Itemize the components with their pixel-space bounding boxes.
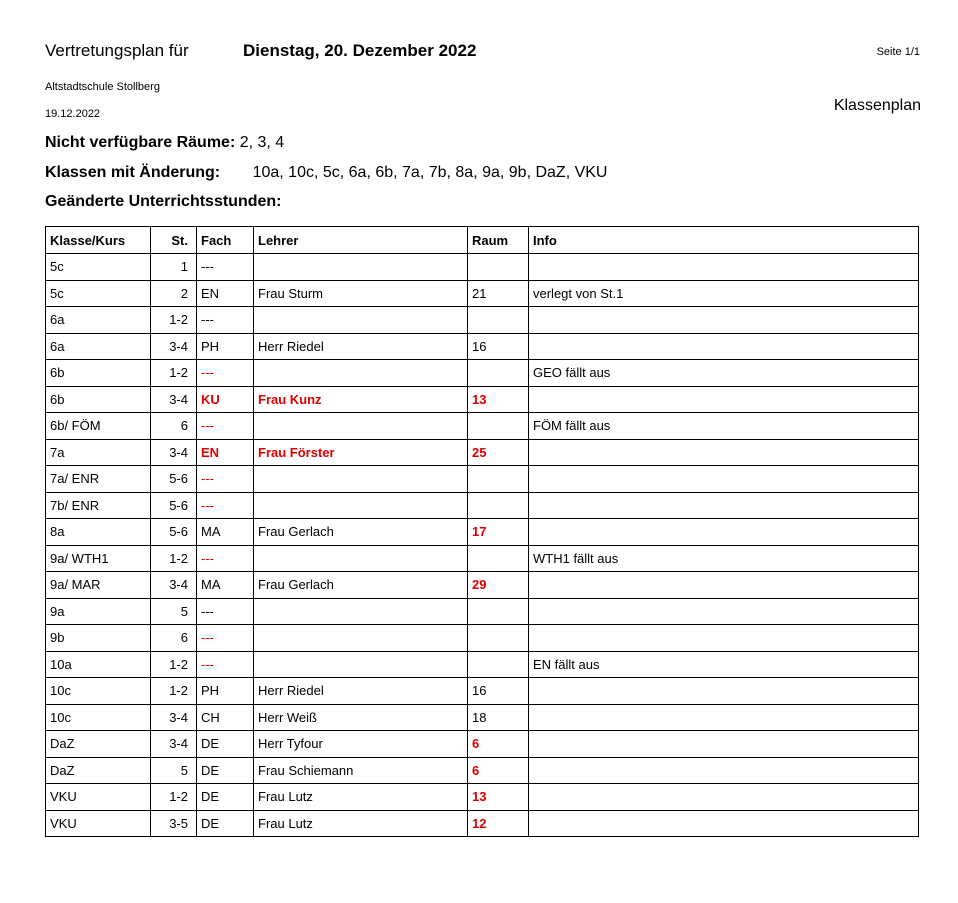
table-row <box>46 572 919 599</box>
cell-raum: 13 <box>468 784 529 811</box>
cell-lehrer: Frau Lutz <box>254 810 468 837</box>
cell-raum <box>468 651 529 678</box>
cell-stunde: 3-4 <box>151 439 197 466</box>
cell-fach: --- <box>197 360 254 387</box>
table-row <box>46 519 919 546</box>
cell-stunde: 1 <box>151 254 197 281</box>
cell-klasse: 9a/ WTH1 <box>46 545 151 572</box>
cell-fach: CH <box>197 704 254 731</box>
cell-raum: 17 <box>468 519 529 546</box>
table-row <box>46 333 919 360</box>
cell-lehrer <box>254 651 468 678</box>
cell-info <box>529 519 919 546</box>
table-row <box>46 466 919 493</box>
cell-klasse: 7a <box>46 439 151 466</box>
col-header-klasse: Klasse/Kurs <box>46 227 151 254</box>
cell-raum: 29 <box>468 572 529 599</box>
cell-lehrer: Frau Lutz <box>254 784 468 811</box>
title-prefix: Vertretungsplan für <box>45 41 189 60</box>
cell-lehrer: Frau Schiemann <box>254 757 468 784</box>
cell-lehrer: Frau Sturm <box>254 280 468 307</box>
cell-raum: 6 <box>468 757 529 784</box>
cell-fach: PH <box>197 678 254 705</box>
table-row <box>46 704 919 731</box>
cell-stunde: 6 <box>151 625 197 652</box>
cell-lehrer <box>254 545 468 572</box>
cell-raum <box>468 598 529 625</box>
cell-raum <box>468 413 529 440</box>
cell-info: verlegt von St.1 <box>529 280 919 307</box>
col-header-lehrer: Lehrer <box>254 227 468 254</box>
cell-stunde: 3-4 <box>151 704 197 731</box>
col-header-raum: Raum <box>468 227 529 254</box>
unavailable-rooms-label: Nicht verfügbare Räume: <box>45 134 236 151</box>
cell-klasse: 8a <box>46 519 151 546</box>
cell-stunde: 5-6 <box>151 519 197 546</box>
table-header-row <box>46 227 919 254</box>
cell-klasse: 10c <box>46 678 151 705</box>
created-date: 19.12.2022 <box>45 108 101 120</box>
col-header-fach: Fach <box>197 227 254 254</box>
cell-lehrer: Herr Riedel <box>254 678 468 705</box>
cell-lehrer <box>254 254 468 281</box>
table-row <box>46 625 919 652</box>
cell-fach: EN <box>197 280 254 307</box>
plan-date: Dienstag, 20. Dezember 2022 <box>243 41 477 60</box>
cell-fach: --- <box>197 492 254 519</box>
school-name: Altstadtschule Stollberg <box>45 81 160 93</box>
cell-fach: DE <box>197 731 254 758</box>
cell-info <box>529 572 919 599</box>
cell-stunde: 1-2 <box>151 678 197 705</box>
cell-fach: --- <box>197 651 254 678</box>
cell-stunde: 1-2 <box>151 307 197 334</box>
table-row <box>46 439 919 466</box>
cell-fach: --- <box>197 413 254 440</box>
cell-info <box>529 466 919 493</box>
cell-raum <box>468 625 529 652</box>
cell-raum: 18 <box>468 704 529 731</box>
table-row <box>46 731 919 758</box>
cell-lehrer: Herr Riedel <box>254 333 468 360</box>
cell-info <box>529 254 919 281</box>
cell-lehrer <box>254 360 468 387</box>
page-number: Seite 1/1 <box>876 46 920 58</box>
table-row <box>46 757 919 784</box>
cell-info <box>529 757 919 784</box>
cell-info <box>529 333 919 360</box>
cell-klasse: 7b/ ENR <box>46 492 151 519</box>
cell-raum <box>468 466 529 493</box>
cell-stunde: 5-6 <box>151 466 197 493</box>
cell-info <box>529 386 919 413</box>
cell-stunde: 1-2 <box>151 545 197 572</box>
table-row <box>46 386 919 413</box>
cell-raum: 6 <box>468 731 529 758</box>
cell-lehrer <box>254 466 468 493</box>
unavailable-rooms-value: 2, 3, 4 <box>239 134 285 151</box>
table-row <box>46 678 919 705</box>
cell-lehrer: Frau Gerlach <box>254 519 468 546</box>
cell-raum <box>468 360 529 387</box>
table-row <box>46 307 919 334</box>
cell-lehrer <box>254 598 468 625</box>
cell-klasse: 10c <box>46 704 151 731</box>
cell-info: EN fällt aus <box>529 651 919 678</box>
cell-fach: DE <box>197 757 254 784</box>
cell-stunde: 1-2 <box>151 360 197 387</box>
cell-klasse: 6b/ FÖM <box>46 413 151 440</box>
cell-raum: 13 <box>468 386 529 413</box>
cell-klasse: 9b <box>46 625 151 652</box>
table-row <box>46 413 919 440</box>
changed-classes-value: 10a, 10c, 5c, 6a, 6b, 7a, 7b, 8a, 9a, 9b, DaZ, VKU <box>252 164 608 181</box>
cell-stunde: 5 <box>151 757 197 784</box>
changed-lessons-heading: Geänderte Unterrichtsstunden: <box>45 193 282 210</box>
cell-fach: --- <box>197 307 254 334</box>
cell-klasse: 6a <box>46 307 151 334</box>
cell-fach: KU <box>197 386 254 413</box>
cell-klasse: 9a <box>46 598 151 625</box>
cell-klasse: 6b <box>46 360 151 387</box>
unavailable-rooms <box>45 134 284 152</box>
table-row <box>46 651 919 678</box>
cell-stunde: 3-4 <box>151 386 197 413</box>
cell-fach: DE <box>197 784 254 811</box>
cell-stunde: 2 <box>151 280 197 307</box>
cell-stunde: 5-6 <box>151 492 197 519</box>
cell-raum <box>468 545 529 572</box>
cell-lehrer <box>254 307 468 334</box>
cell-klasse: VKU <box>46 810 151 837</box>
cell-info <box>529 598 919 625</box>
cell-raum <box>468 307 529 334</box>
cell-fach: --- <box>197 254 254 281</box>
cell-stunde: 1-2 <box>151 784 197 811</box>
cell-stunde: 3-5 <box>151 810 197 837</box>
cell-fach: EN <box>197 439 254 466</box>
cell-stunde: 5 <box>151 598 197 625</box>
cell-lehrer: Herr Tyfour <box>254 731 468 758</box>
cell-raum <box>468 492 529 519</box>
cell-fach: --- <box>197 545 254 572</box>
cell-fach: --- <box>197 466 254 493</box>
cell-info <box>529 784 919 811</box>
cell-stunde: 1-2 <box>151 651 197 678</box>
cell-info <box>529 810 919 837</box>
cell-raum: 16 <box>468 678 529 705</box>
table-row <box>46 492 919 519</box>
cell-raum <box>468 254 529 281</box>
cell-raum: 25 <box>468 439 529 466</box>
cell-lehrer: Frau Förster <box>254 439 468 466</box>
cell-stunde: 3-4 <box>151 333 197 360</box>
cell-klasse: 7a/ ENR <box>46 466 151 493</box>
cell-lehrer <box>254 625 468 652</box>
cell-raum: 21 <box>468 280 529 307</box>
cell-klasse: VKU <box>46 784 151 811</box>
cell-info <box>529 625 919 652</box>
substitution-table <box>45 226 919 837</box>
cell-lehrer: Frau Gerlach <box>254 572 468 599</box>
cell-lehrer <box>254 492 468 519</box>
cell-info <box>529 307 919 334</box>
cell-lehrer <box>254 413 468 440</box>
cell-fach: --- <box>197 598 254 625</box>
cell-info: FÖM fällt aus <box>529 413 919 440</box>
cell-klasse: 9a/ MAR <box>46 572 151 599</box>
table-row <box>46 280 919 307</box>
cell-info <box>529 704 919 731</box>
col-header-info: Info <box>529 227 919 254</box>
cell-klasse: DaZ <box>46 757 151 784</box>
cell-klasse: 10a <box>46 651 151 678</box>
cell-klasse: 6b <box>46 386 151 413</box>
cell-klasse: 6a <box>46 333 151 360</box>
cell-fach: DE <box>197 810 254 837</box>
cell-fach: PH <box>197 333 254 360</box>
table-row <box>46 810 919 837</box>
cell-fach: MA <box>197 519 254 546</box>
cell-raum: 12 <box>468 810 529 837</box>
cell-klasse: 5c <box>46 254 151 281</box>
table-row <box>46 254 919 281</box>
cell-raum: 16 <box>468 333 529 360</box>
changed-classes <box>45 164 607 182</box>
cell-lehrer: Herr Weiß <box>254 704 468 731</box>
changed-classes-label: Klassen mit Änderung: <box>45 164 221 181</box>
cell-fach: MA <box>197 572 254 599</box>
cell-lehrer: Frau Kunz <box>254 386 468 413</box>
plan-type: Klassenplan <box>833 97 921 114</box>
cell-info: GEO fällt aus <box>529 360 919 387</box>
cell-fach: --- <box>197 625 254 652</box>
cell-info: WTH1 fällt aus <box>529 545 919 572</box>
cell-info <box>529 439 919 466</box>
col-header-stunde: St. <box>151 227 197 254</box>
cell-klasse: DaZ <box>46 731 151 758</box>
cell-info <box>529 492 919 519</box>
table-row <box>46 598 919 625</box>
cell-stunde: 3-4 <box>151 731 197 758</box>
table-row <box>46 784 919 811</box>
cell-stunde: 3-4 <box>151 572 197 599</box>
table-row <box>46 360 919 387</box>
cell-info <box>529 678 919 705</box>
table-body <box>46 254 919 837</box>
cell-info <box>529 731 919 758</box>
cell-stunde: 6 <box>151 413 197 440</box>
table-row <box>46 545 919 572</box>
cell-klasse: 5c <box>46 280 151 307</box>
